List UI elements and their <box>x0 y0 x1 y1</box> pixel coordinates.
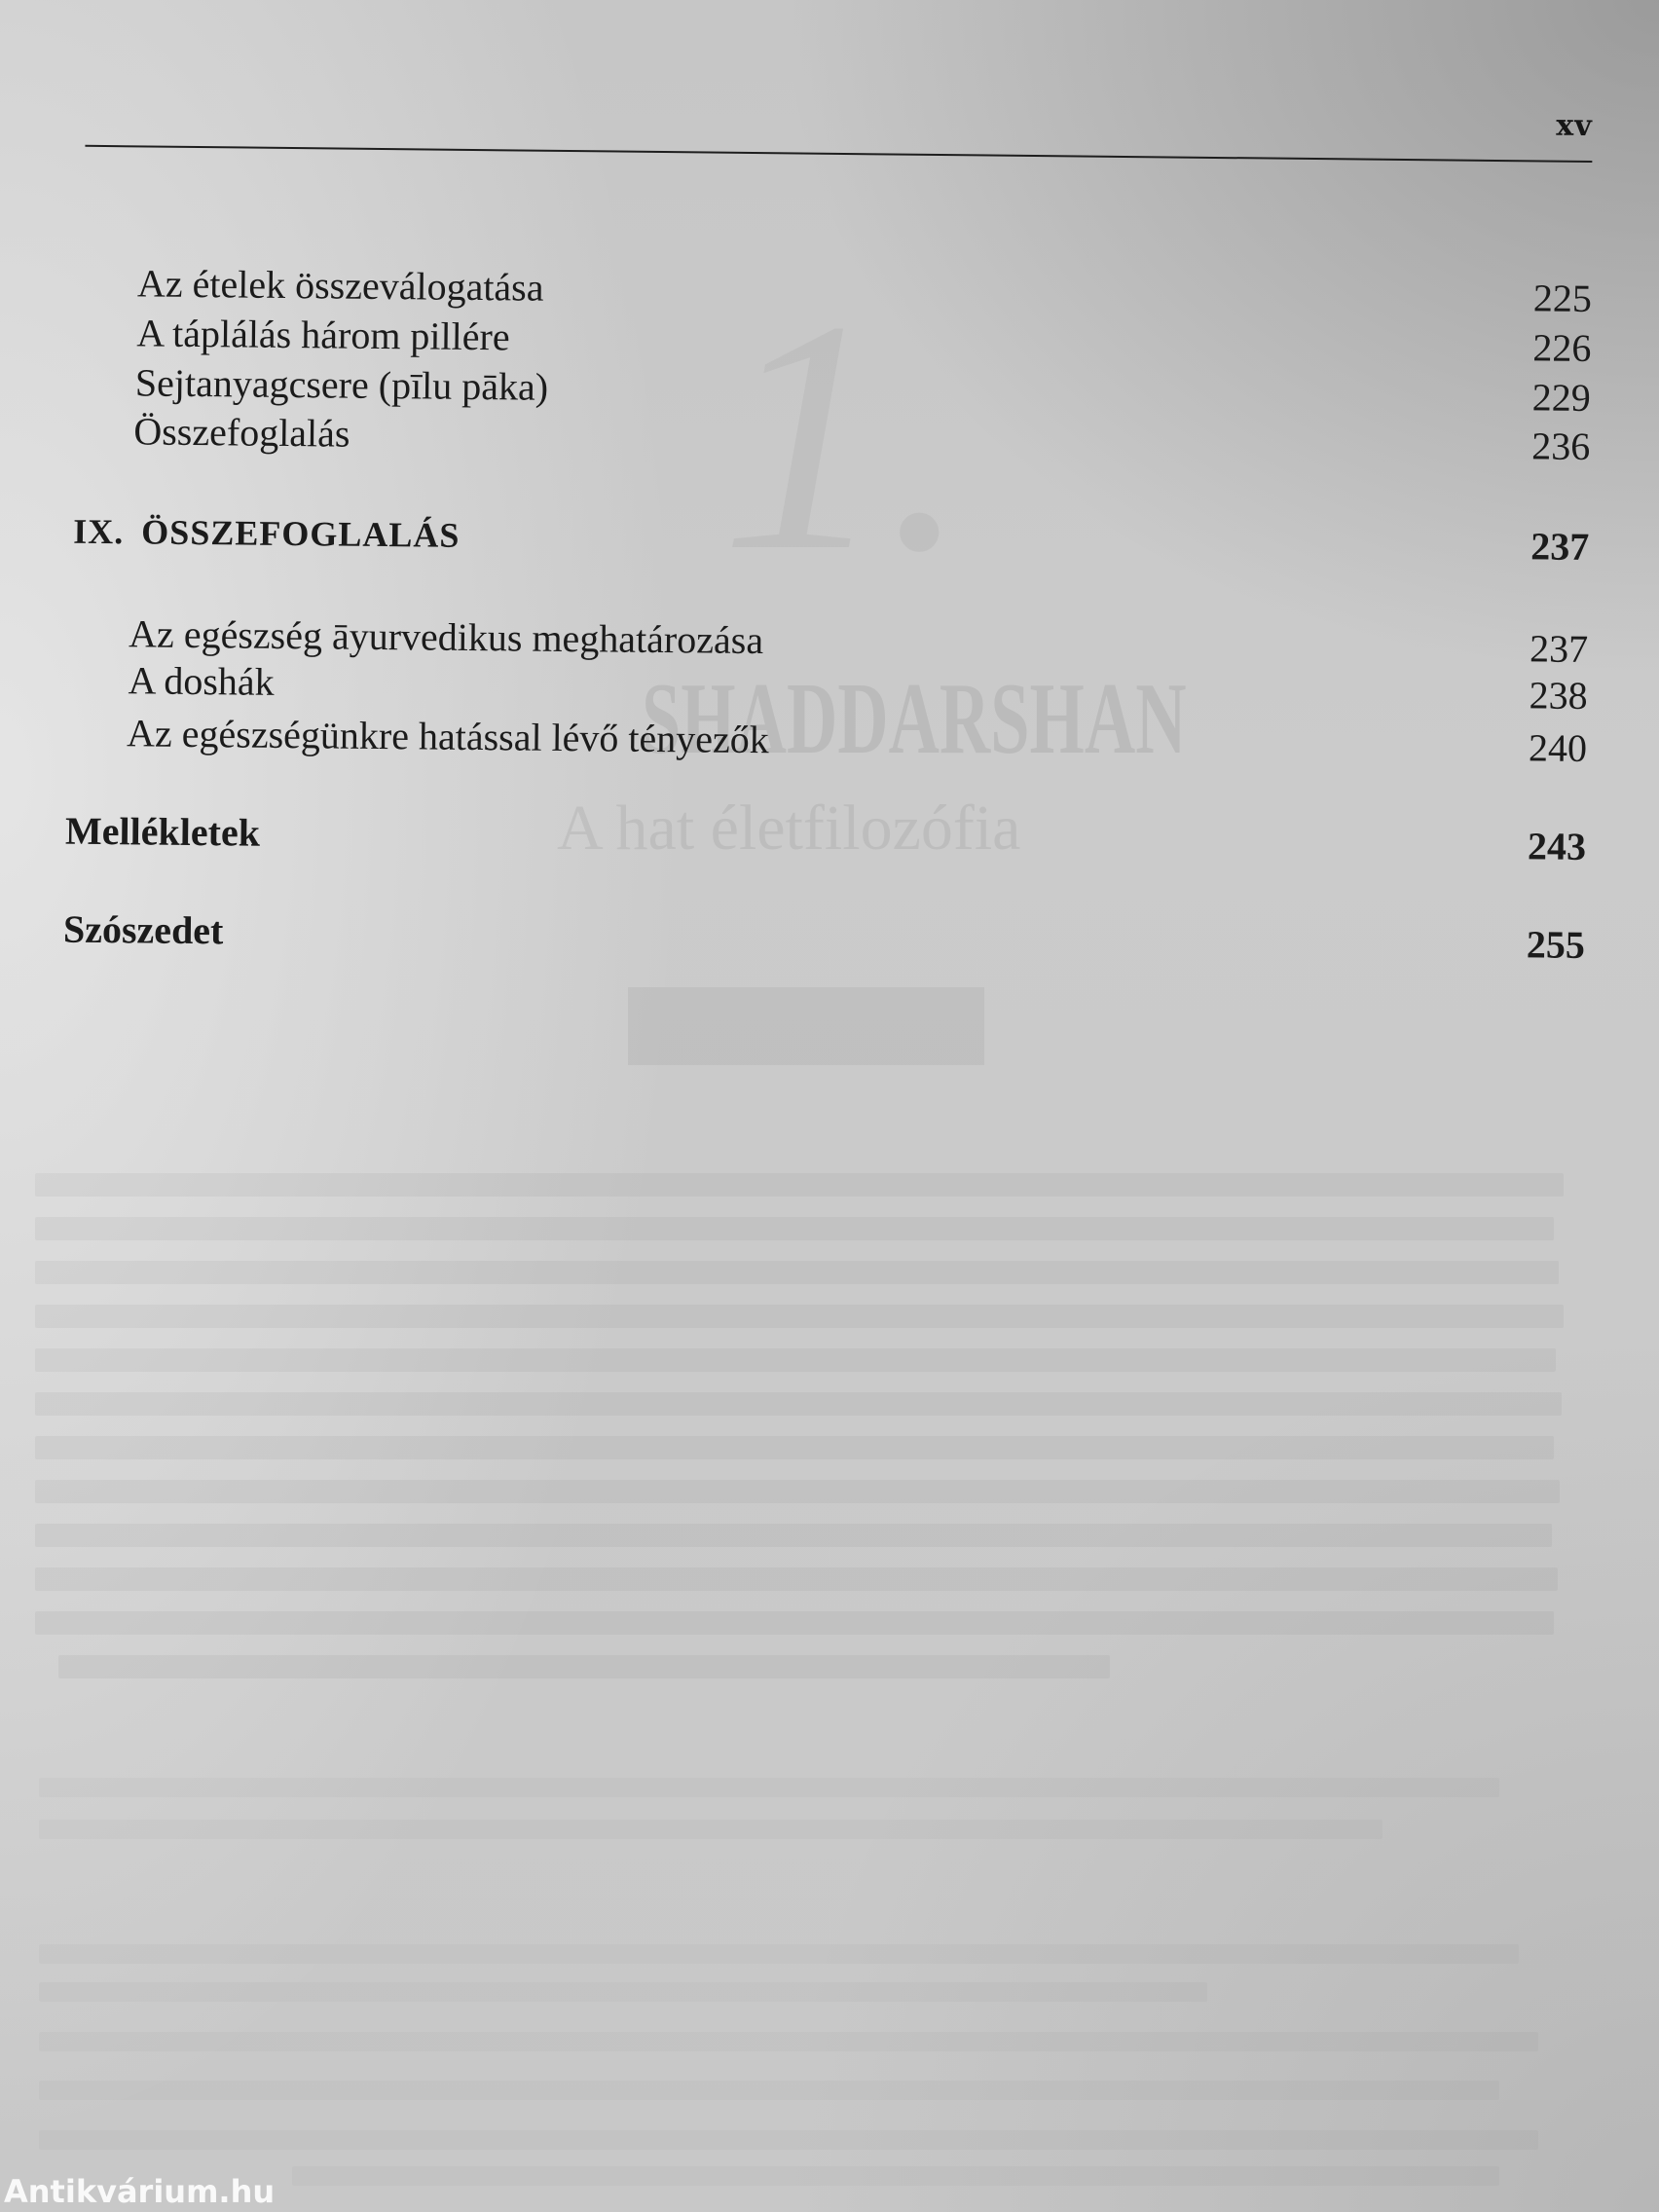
show-through-text-line <box>35 1611 1554 1635</box>
toc-entry-title: Összefoglalás <box>133 409 350 456</box>
show-through-subtitle: A hat életfilozófia <box>557 793 1021 864</box>
toc-entry-page: 238 <box>1529 673 1588 718</box>
show-through-text-line <box>35 1392 1562 1416</box>
show-through-text-line <box>39 1982 1207 2002</box>
toc-part-entry <box>2 907 1638 968</box>
toc-entry-title: Az ételek összeválogatása <box>136 261 544 310</box>
toc-entry-title: Sejtanyagcsere (pīlu pāka) <box>134 360 549 409</box>
show-through-text-line <box>35 1436 1554 1459</box>
toc-entry-page: 229 <box>1531 375 1592 421</box>
show-through-text-line <box>292 2166 1499 2186</box>
show-through-text-line <box>39 1820 1382 1839</box>
show-through-text-line <box>35 1173 1564 1197</box>
show-through-text-line <box>35 1261 1559 1284</box>
toc-entry-page: 237 <box>1529 626 1589 671</box>
toc-part-entry <box>3 809 1639 869</box>
show-through-text-line <box>39 2032 1538 2051</box>
show-through-title: SHADDARSHAN <box>642 661 1187 775</box>
watermark-logo: Antikvárium.hu <box>4 2173 276 2210</box>
toc-chapter-entry <box>6 509 1641 570</box>
show-through-text-line <box>39 2081 1499 2100</box>
show-through-text-line <box>35 1480 1560 1503</box>
header-rule <box>85 145 1592 163</box>
show-through-text-line <box>35 1567 1558 1591</box>
toc-entry-title: Az egészségünkre hatással lévő tényezők <box>126 711 770 762</box>
toc-part-title: Mellékletek <box>64 808 261 855</box>
toc-entry-page: 236 <box>1531 424 1591 469</box>
toc-chapter-title: IX. ÖSSZEFOGLALÁS <box>73 511 461 555</box>
toc-chapter-page: 237 <box>1530 524 1590 569</box>
toc-entry-page: 226 <box>1532 325 1592 371</box>
show-through-text-line <box>58 1655 1110 1678</box>
toc-part-title: Szószedet <box>62 906 224 953</box>
show-through-text-line <box>35 1217 1554 1240</box>
toc-entry-page: 240 <box>1528 725 1588 770</box>
toc-entry <box>7 409 1642 469</box>
toc-entry-page: 225 <box>1532 276 1593 321</box>
page-number: xv <box>1556 108 1593 144</box>
toc-entry <box>4 711 1640 771</box>
toc-entry-title: A doshák <box>128 658 275 704</box>
toc-part-page: 243 <box>1527 824 1587 868</box>
toc-entry-title: A táplálás három pillére <box>136 311 510 359</box>
show-through-text-line <box>35 1524 1552 1547</box>
show-through-text-line <box>39 1778 1499 1797</box>
show-through-text-line <box>39 2130 1538 2150</box>
toc-part-page: 255 <box>1526 922 1586 967</box>
show-through-text-line <box>35 1305 1564 1328</box>
table-of-contents <box>1 0 1647 1069</box>
show-through-text-line <box>35 1348 1556 1372</box>
show-through-text-line <box>39 1944 1519 1964</box>
toc-entry-title: Az egészség āyurvedikus meghatározása <box>128 611 764 663</box>
